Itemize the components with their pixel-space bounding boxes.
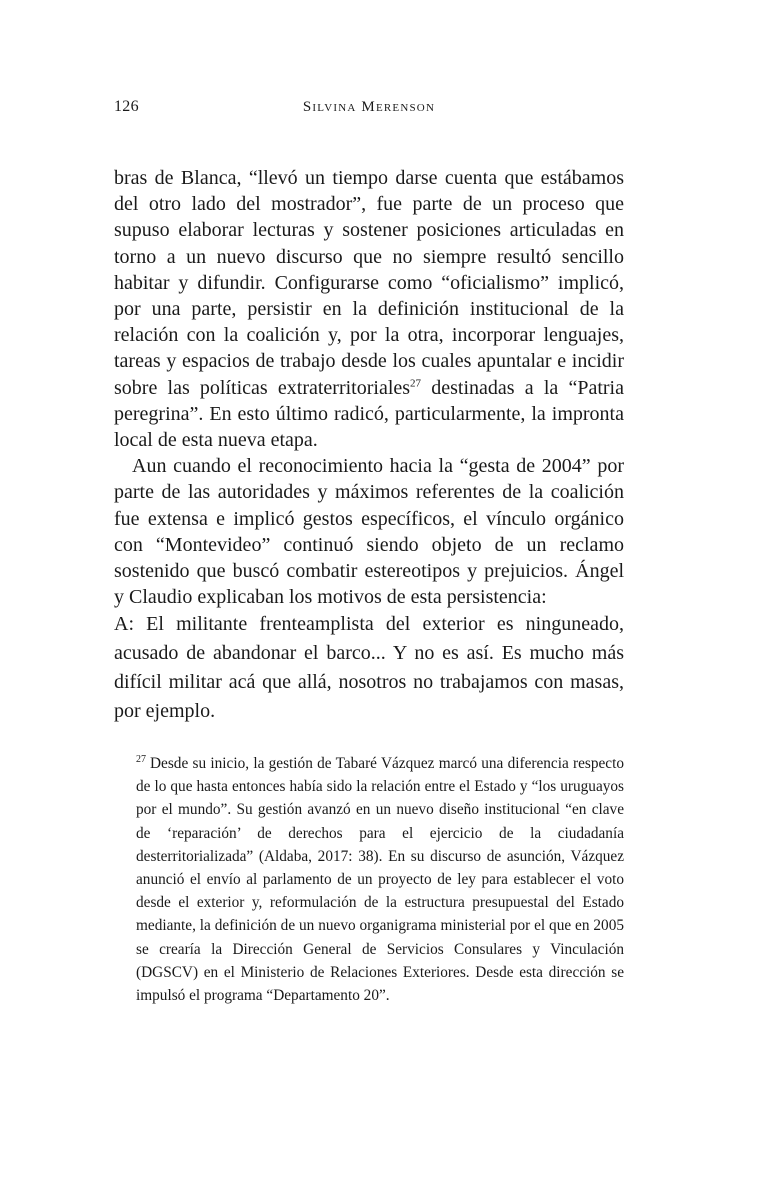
main-text bbox=[114, 165, 624, 726]
page-header bbox=[114, 98, 624, 122]
paragraph bbox=[114, 165, 624, 453]
footnote-reference: 27 bbox=[410, 376, 422, 389]
paragraph-text: destinadas a la “Patria peregrina”. En esto último radicó, particularmente, la impronta local de esta nueva etapa. bbox=[114, 376, 624, 452]
paragraph-text: bras de Blanca, “llevó un tiempo darse cuenta que estábamos del otro lado del mostrador”, fue parte de un proceso que supuso elaborar lecturas y sostener posiciones articuladas en torno a un nuevo discurso que no siempre resultó sencillo habitar y difundir. Configurarse como “oficialismo” implicó, por una parte, persistir en la definición institucional de la relación con la coalición y, por la otra, incorporar lenguajes, tareas y espacios de trabajo desde los cuales apuntalar e incidir sobre las políticas extraterritoriales bbox=[114, 167, 624, 399]
footnote-text: Desde su inicio, la gestión de Tabaré Vázquez marcó una diferencia respecto de lo que hasta entonces había sido la relación entre el Estado y “los uruguayos por el mundo”. Su gestión avanzó en un nuevo diseño institucional “en clave de ‘reparación’ de derechos para el ejercicio de la ciudadanía desterritorializada” (Aldaba, 2017: 38). En su discurso de asunción, Vázquez anunció el envío al parlamento de un proyecto de ley para establecer el voto desde el exterior y, reformulación de la estructura presupuestal del Estado mediante, la definición de un nuevo organigrama ministerial por el que en 2005 se crearía la Dirección General de Servicios Consulares y Vinculación (DGSCV) en el Ministerio de Relaciones Exteriores. Desde esta dirección se impulsó el programa “Departamento 20”. bbox=[136, 755, 624, 1005]
footnote-mark: 27 bbox=[136, 753, 146, 765]
page-number: 126 bbox=[114, 98, 139, 115]
block-quote: A: El militante frenteamplista del exterior es ninguneado, acusado de abandonar el barco... Y no es así. Es mucho más difícil militar acá que allá, nosotros no trabajamos con masas, por ejemplo. bbox=[114, 613, 624, 723]
running-head: Silvina Merenson bbox=[302, 99, 436, 115]
paragraph: Aun cuando el reconocimiento hacia la “gesta de 2004” por parte de las autoridades y máximos referentes de la coalición fue extensa e implicó gestos específicos, el vínculo orgánico con “Montevideo” continuó siendo objeto de un reclamo sostenido que buscó combatir estereotipos y prejuicios. Ángel y Claudio explicaban los motivos de esta persistencia: bbox=[114, 455, 624, 609]
footnote bbox=[136, 752, 624, 1007]
